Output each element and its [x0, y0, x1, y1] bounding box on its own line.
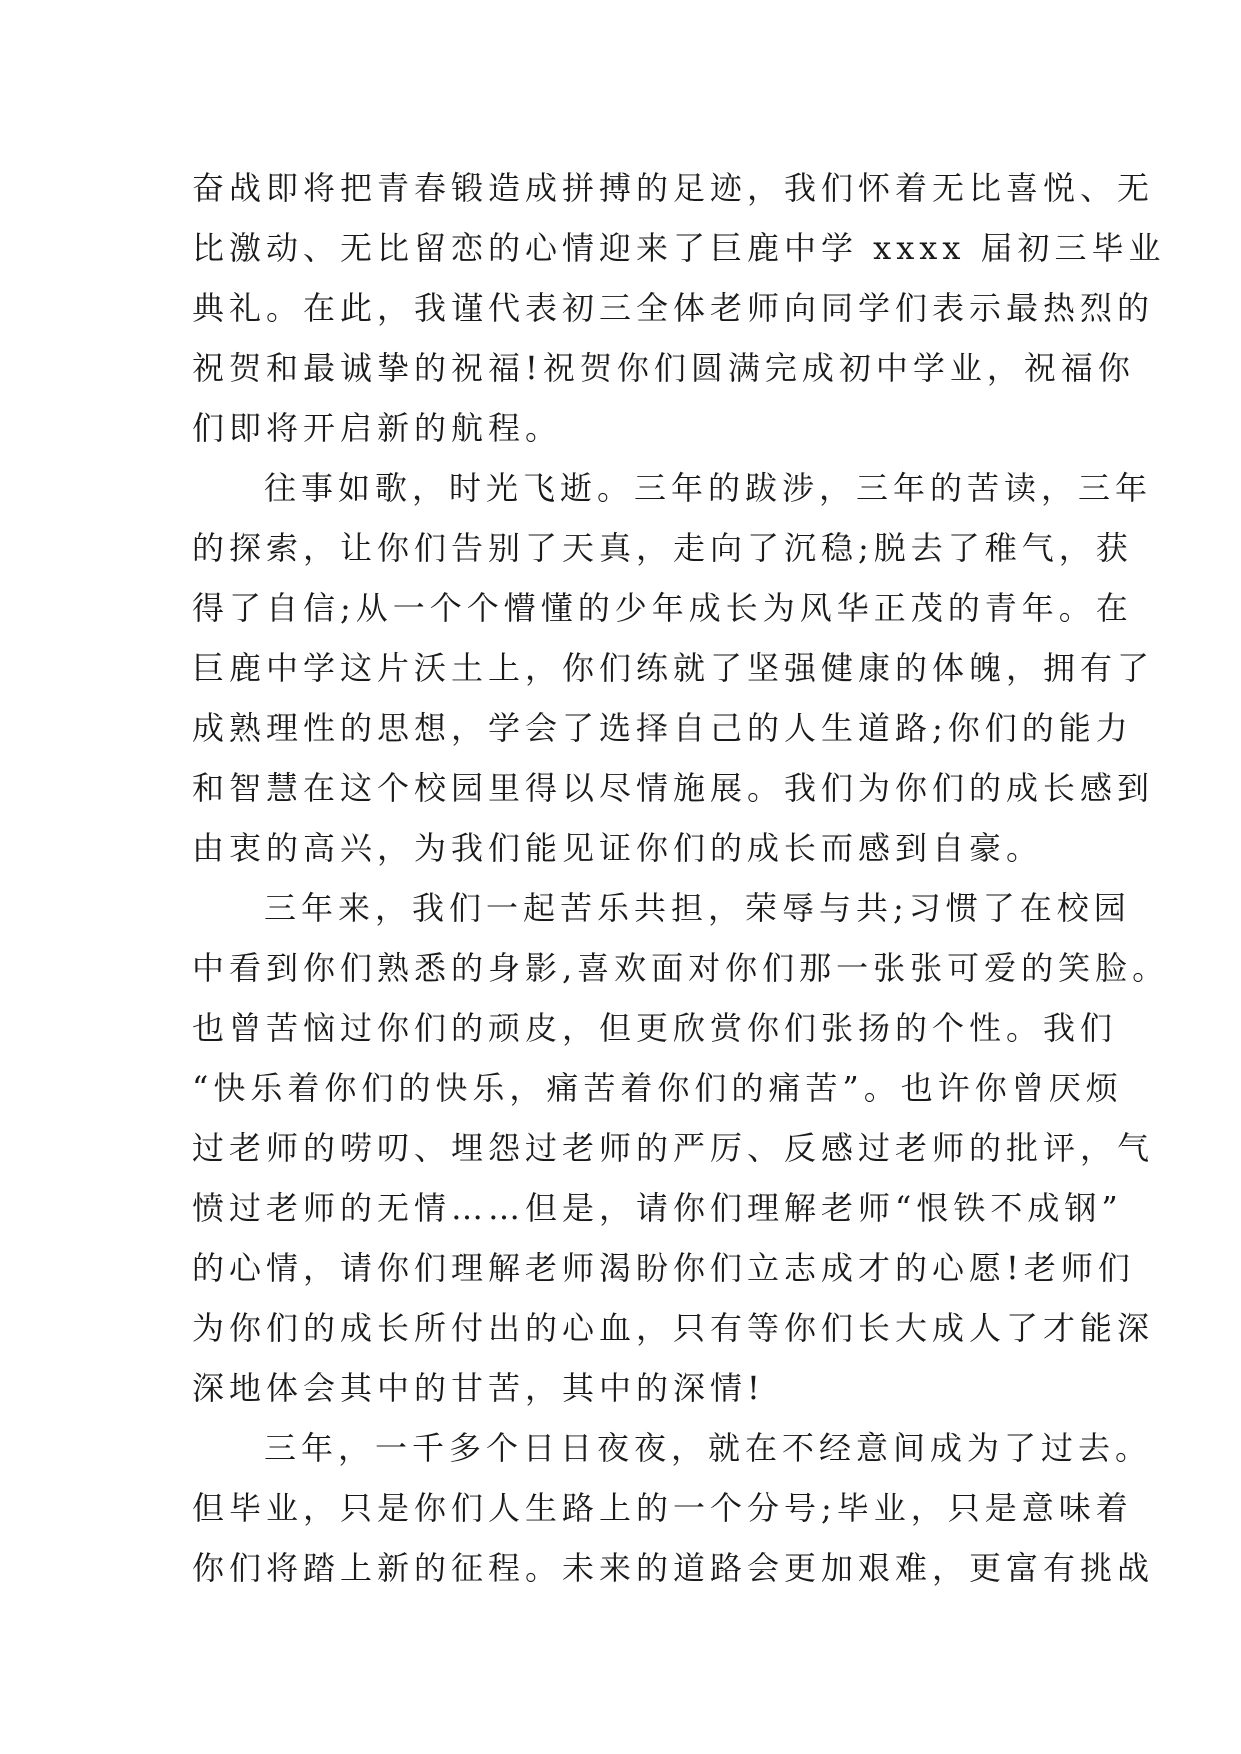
text-line: 你们将踏上新的征程。未来的道路会更加艰难，更富有挑战 [192, 1549, 1155, 1587]
paragraph-start-line: 三年来，我们一起苦乐共担，荣辱与共;习惯了在校园 [264, 889, 1131, 927]
text-line: 得了自信;从一个个懵懂的少年成长为风华正茂的青年。在 [192, 589, 1133, 627]
text-line: 但毕业，只是你们人生路上的一个分号;毕业，只是意味着 [192, 1489, 1133, 1527]
text-line: 巨鹿中学这片沃土上，你们练就了坚强健康的体魄，拥有了 [192, 649, 1155, 687]
text-line: 和智慧在这个校园里得以尽情施展。我们为你们的成长感到 [192, 769, 1155, 807]
text-line: 奋战即将把青春锻造成拼搏的足迹，我们怀着无比喜悦、无 [192, 169, 1155, 207]
text-line: 成熟理性的思想，学会了选择自己的人生道路;你们的能力 [192, 709, 1133, 747]
text-line: 为你们的成长所付出的心血，只有等你们长大成人了才能深 [192, 1309, 1155, 1347]
text-line: 祝贺和最诚挚的祝福!祝贺你们圆满完成初中学业，祝福你 [192, 349, 1135, 387]
text-line: 们即将开启新的航程。 [192, 409, 563, 447]
text-line: 比激动、无比留恋的心情迎来了巨鹿中学 xxxx 届初三毕业 [192, 229, 1166, 267]
text-line: 愤过老师的无情……但是，请你们理解老师“恨铁不成钢” [192, 1189, 1123, 1227]
text-line: 的探索，让你们告别了天真，走向了沉稳;脱去了稚气，获 [192, 529, 1133, 567]
document-body [192, 158, 1170, 1598]
text-line: 也曾苦恼过你们的顽皮，但更欣赏你们张扬的个性。我们 [192, 1009, 1118, 1047]
text-line: 典礼。在此，我谨代表初三全体老师向同学们表示最热烈的 [192, 289, 1155, 327]
text-line: 中看到你们熟悉的身影,喜欢面对你们那一张张可爱的笑脸。 [192, 949, 1170, 987]
paragraph-start-line: 三年，一千多个日日夜夜，就在不经意间成为了过去。 [264, 1429, 1153, 1467]
text-line: 过老师的唠叨、埋怨过老师的严厉、反感过老师的批评，气 [192, 1129, 1155, 1167]
text-line: 的心情，请你们理解老师渴盼你们立志成才的心愿!老师们 [192, 1249, 1135, 1287]
paragraph-start-line: 往事如歌，时光飞逝。三年的跋涉，三年的苦读，三年 [264, 469, 1153, 507]
text-line: 由衷的高兴，为我们能见证你们的成长而感到自豪。 [192, 829, 1044, 867]
text-line: “快乐着你们的快乐，痛苦着你们的痛苦”。也许你曾厌烦 [192, 1069, 1123, 1107]
text-line: 深地体会其中的甘苦，其中的深情! [192, 1369, 765, 1407]
